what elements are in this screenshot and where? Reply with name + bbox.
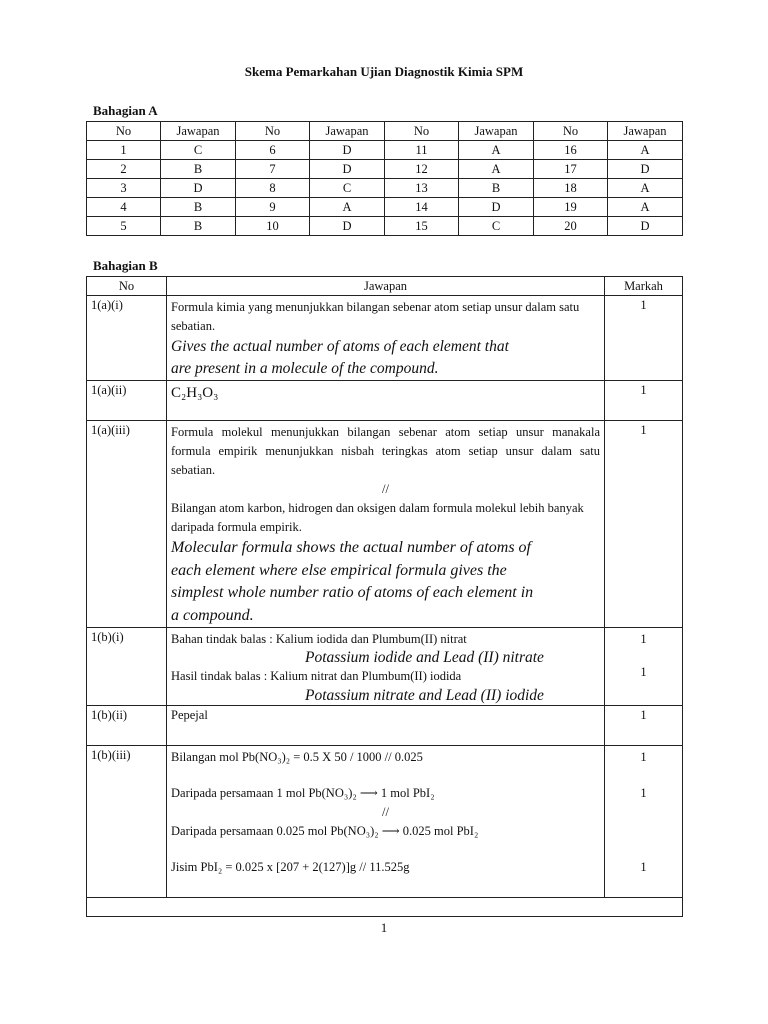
table-cell: D — [608, 160, 683, 179]
table-cell: 5 — [87, 217, 161, 236]
table-cell: C — [310, 179, 385, 198]
answer-cell — [167, 628, 605, 706]
section-b-heading: Bahagian B — [93, 258, 158, 273]
table-cell: A — [608, 198, 683, 217]
reactants-text-en: Potassium iodide and Lead (II) nitrate — [305, 649, 544, 666]
section-a-heading: Bahagian A — [93, 103, 158, 118]
table-cell: 4 — [87, 198, 161, 217]
table-row — [87, 381, 683, 421]
answer-text-ms: Formula molekul menunjukkan bilangan sebenar atom setiap unsur manakala formula empirik menunjukkan nisbah teringkas atom setiap unsur dalam satu sebatian. — [171, 425, 600, 477]
table-cell: A — [310, 198, 385, 217]
table-cell: B — [459, 179, 534, 198]
column-header: Jawapan — [459, 122, 534, 141]
table-cell: 10 — [236, 217, 310, 236]
question-number: 1(b)(iii) — [87, 746, 167, 898]
reactants-text: Bahan tindak balas : Kalium iodida dan Plumbum(II) nitrat — [171, 632, 467, 646]
table-cell: D — [310, 141, 385, 160]
table-cell: 19 — [534, 198, 608, 217]
table-cell: 1 — [87, 141, 161, 160]
mark-value: 1 — [640, 786, 647, 800]
question-number: 1(b)(i) — [87, 628, 167, 706]
products-text-en: Potassium nitrate and Lead (II) iodide — [305, 687, 544, 704]
answer-text-en: Molecular formula shows the actual number of atoms of — [171, 539, 531, 556]
table-header-row — [87, 122, 683, 141]
table-row — [87, 746, 683, 898]
question-number: 1(a)(iii) — [87, 421, 167, 628]
mark-cell: 1 — [605, 421, 683, 628]
table-cell: B — [161, 198, 236, 217]
table-row — [87, 141, 683, 160]
calculation-line: Bilangan mol Pb(NO₃)₂ = 0.5 X 50 / 1000 // 0.025 — [171, 750, 423, 764]
document-title: Skema Pemarkahan Ujian Diagnostik Kimia SPM — [244, 64, 524, 79]
table-cell: 12 — [385, 160, 459, 179]
column-header: No — [87, 122, 161, 141]
table-cell: 20 — [534, 217, 608, 236]
table-cell: A — [608, 179, 683, 198]
products-text: Hasil tindak balas : Kalium nitrat dan Plumbum(II) iodida — [171, 669, 462, 683]
mark-cell: 1 — [605, 381, 683, 421]
section-b-table — [86, 276, 683, 917]
question-number: 1(b)(ii) — [87, 706, 167, 746]
question-number: 1(a)(ii) — [87, 381, 167, 421]
table-cell: D — [459, 198, 534, 217]
table-row — [87, 217, 683, 236]
column-header: Jawapan — [310, 122, 385, 141]
column-header: No — [385, 122, 459, 141]
page-number: 1 — [380, 920, 388, 935]
table-cell: C — [459, 217, 534, 236]
answer-text-en: are present in a molecule of the compound. — [171, 360, 439, 377]
column-header: No — [236, 122, 310, 141]
table-row — [87, 198, 683, 217]
table-row — [87, 706, 683, 746]
table-row — [87, 628, 683, 706]
table-cell: A — [459, 160, 534, 179]
mark-cell: 1 — [605, 296, 683, 381]
table-cell: 6 — [236, 141, 310, 160]
calculation-line: Daripada persamaan 0.025 mol Pb(NO₃)₂ ⟶ 0.025 mol PbI₂ — [171, 824, 479, 838]
table-cell: A — [459, 141, 534, 160]
table-cell: 9 — [236, 198, 310, 217]
table-row — [87, 179, 683, 198]
answer-cell — [167, 296, 605, 381]
column-header: Jawapan — [608, 122, 683, 141]
section-a-table — [86, 121, 683, 236]
column-header-marks: Markah — [605, 277, 683, 296]
column-header: No — [534, 122, 608, 141]
mark-value: 1 — [640, 860, 647, 874]
table-cell: 7 — [236, 160, 310, 179]
table-cell: 16 — [534, 141, 608, 160]
column-header-answer: Jawapan — [167, 277, 605, 296]
table-cell: 14 — [385, 198, 459, 217]
calculation-line: Daripada persamaan 1 mol Pb(NO₃)₂ ⟶ 1 mol PbI₂ — [171, 786, 435, 800]
calculation-line: Jisim PbI₂ = 0.025 x [207 + 2(127)]g // 11.525g — [171, 860, 410, 874]
table-cell: D — [310, 217, 385, 236]
answer-text-en: a compound. — [171, 606, 254, 624]
mark-value: 1 — [640, 750, 647, 764]
answer-text-en: simplest whole number ratio of atoms of each element in — [171, 584, 534, 601]
table-row — [87, 296, 683, 381]
table-cell: C — [161, 141, 236, 160]
table-cell: 3 — [87, 179, 161, 198]
table-cell: A — [608, 141, 683, 160]
table-row — [87, 421, 683, 628]
empty-cell — [87, 898, 683, 917]
answer-cell — [167, 421, 605, 628]
table-cell: D — [161, 179, 236, 198]
question-number: 1(a)(i) — [87, 296, 167, 381]
mark-cell — [605, 628, 683, 706]
answer-cell — [167, 746, 605, 898]
table-cell: 15 — [385, 217, 459, 236]
table-cell: B — [161, 217, 236, 236]
table-cell: 18 — [534, 179, 608, 198]
table-header-row — [87, 277, 683, 296]
table-cell: 13 — [385, 179, 459, 198]
table-cell: B — [161, 160, 236, 179]
mark-cell — [605, 746, 683, 898]
table-cell: D — [608, 217, 683, 236]
mark-value: 1 — [640, 632, 647, 646]
table-row-empty — [87, 898, 683, 917]
column-header-no: No — [87, 277, 167, 296]
mark-value: 1 — [640, 665, 647, 679]
answer-formula: C₂H₃O₃ — [171, 385, 219, 401]
answer-cell: Pepejal — [167, 706, 605, 746]
answer-text-en: Gives the actual number of atoms of each element that — [171, 338, 509, 355]
mark-cell: 1 — [605, 706, 683, 746]
answer-text-ms: Bilangan atom karbon, hidrogen dan oksigen dalam formula molekul lebih banyak daripada formula empirik. — [171, 501, 584, 534]
table-cell: 17 — [534, 160, 608, 179]
table-cell: 2 — [87, 160, 161, 179]
table-row — [87, 160, 683, 179]
or-separator: // — [382, 805, 389, 819]
table-cell: 11 — [385, 141, 459, 160]
answer-cell — [167, 381, 605, 421]
answer-text-ms: Formula kimia yang menunjukkan bilangan sebenar atom setiap unsur dalam satu sebatian. — [171, 300, 580, 333]
or-separator: // — [382, 482, 389, 496]
table-cell: D — [310, 160, 385, 179]
table-cell: 8 — [236, 179, 310, 198]
answer-text-en: each element where else empirical formula gives the — [171, 561, 507, 579]
column-header: Jawapan — [161, 122, 236, 141]
